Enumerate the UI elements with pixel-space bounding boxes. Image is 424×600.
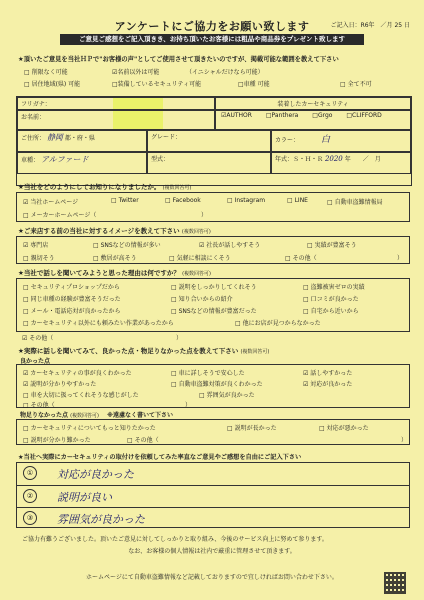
q3-option-president[interactable]: ☑ 社長が話しやすそう [199,242,261,249]
q5-bad-note: (複数回答可) [70,413,100,419]
security-panthera[interactable]: □Panthera [265,112,299,119]
year-value: 2020 [324,155,343,163]
q6-answer-text: 雰囲気が良かった [57,513,145,526]
q5-bad-more-info[interactable]: □ カーセキュリティについてもっと知りたかった [23,425,156,432]
customer-info-table [16,96,412,186]
security-header: 装着したカーセキュリティ [215,97,411,110]
q5-good-theft-measures[interactable]: □ 自動車盗難対策が良くわかった [171,381,263,388]
security-clifford[interactable]: □CLIFFORD [346,112,382,119]
q2-close-paren: ） [201,212,208,219]
q2-option-twitter[interactable]: □ Twitter [111,197,139,204]
q3-close-paren: ） [397,255,404,262]
q3-option-kind[interactable]: □ 親切そう [23,255,55,262]
q5-good-box [16,364,410,408]
q5-good-security[interactable]: ☑ カーセキュリティの事が良くわかった [23,370,132,377]
q5-note: (複数回答可) [240,349,270,355]
q6-answer-text: 対応が良かった [57,468,134,481]
q1-option-security[interactable]: □装備しているセキュリティ可能 [112,81,202,88]
q4-option-pro-shop[interactable]: □ セキュリティプロショップだから [23,284,120,291]
q5-bad-long-explain[interactable]: □ 説明が長かった [227,425,277,432]
present-banner: ご意見ご感想をご記入頂きき、お持ち頂いたお客様には粗品や商品券をプレゼント致します [60,34,364,45]
q5-question [18,346,269,355]
q5-good-careful[interactable]: □ 車を大切に扱ってくれそうな感じがした [23,392,139,399]
furigana-label: フリガナ： [21,101,51,108]
q2-option-maker[interactable]: □ メーカーホームページ（ [23,212,97,219]
q2-question [18,182,192,191]
grade-cell[interactable] [147,130,271,152]
name-label: お名前： [21,114,46,121]
q1-option-none[interactable]: □ 全て不可 [340,81,372,88]
q5-good-car-detail[interactable]: □ 車に詳しそうで安心した [171,370,245,377]
address-label: ご住所： [21,135,46,142]
q4-option-no-other-shop[interactable]: □ 他にお店が見つからなかった [235,320,321,327]
q3-box [16,236,410,264]
name-highlight [113,111,163,129]
year-label: 年式：Ｓ・Ｈ・Ｒ [275,156,324,163]
color-value: 白 [320,135,330,145]
q3-option-specialty[interactable]: ☑ 専門店 [23,242,49,249]
q3-option-other[interactable]: □ その他（ [285,255,317,262]
address-suffix: 都・府・県 [64,135,95,142]
q5-bad-unclear[interactable]: □ 説明が分かり難かった [23,437,91,444]
q2-box [16,192,410,222]
q1-option-unlimited[interactable]: □ 削限なく可能 [24,69,68,76]
color-cell[interactable] [271,130,411,152]
model-label: 型式： [151,156,170,163]
q5-good-easy-talk[interactable]: ☑ 話しやすかった [303,370,353,377]
q3-option-record[interactable]: □ 実績が豊富そう [307,242,357,249]
q4-option-explain[interactable]: □ 説明をしっかりしてくれそう [171,284,257,291]
q5-bad-close-paren: ） [401,437,408,444]
footer-privacy: なお、お客様の個人情報は社内で厳重に管理させて頂きます。 [128,548,296,555]
page-title: アンケートにご協力をお願い致します [114,20,310,33]
q1-option-except-name[interactable]: ☑名前以外は可能 [112,69,160,76]
q5-bad-hint: ※遠慮なく書いて下さい [107,412,173,419]
q1-option-car[interactable]: □車種 可能 [238,81,270,88]
q5-bad-poor-response[interactable]: □ 対応が悪かった [319,425,369,432]
q5-question-text: ★実際に話しを聞いてみて、良かった点・物足りなかった点を教えて下さい [18,347,239,355]
q5-good-close-paren: ） [185,402,192,409]
q4-box [16,278,410,332]
q4-option-sns[interactable]: □ SNSなどの情報が豊富だった [171,308,257,315]
q6-number: ③ [23,511,37,525]
year-cell[interactable] [271,152,411,174]
q6-answer-row[interactable] [17,463,409,485]
qr-code[interactable] [384,572,406,594]
q6-number: ② [23,489,37,503]
year-suffix: 年 ／ 月 [344,156,381,163]
q5-good-label: 良かった点 [20,358,51,365]
q4-question [18,268,211,277]
security-author[interactable]: ☑AUTHOR [221,112,252,119]
q1-question: ★頂いたご意見を当社ＨＰで"お客様の声"としてご使用させて頂きたいのですが、掲載可能な範囲を教えて下さい [18,56,339,63]
q2-option-homepage[interactable]: ☑ 当社ホームページ [23,199,79,206]
footer-homepage: ホームページにて自動車盗難情報など記載しておりますので宜しければお問い合わせ下さい。 [86,574,338,581]
q4-option-referral[interactable]: □ 知り合いからの紹介 [171,296,233,303]
q5-good-other[interactable]: □ その他（ [23,402,55,409]
address-cell[interactable] [17,130,147,152]
q4-option-contact[interactable]: □ メール・電話応対が良かったから [23,308,121,315]
car-label: 車種： [21,157,40,164]
q3-question-text: ★ご来店する前の当社に対するイメージを教えて下さい [18,227,180,235]
security-options-cell [215,110,411,130]
q5-good-response[interactable]: ☑ 対応が良かった [303,381,353,388]
q6-answer-row[interactable] [17,507,409,529]
car-cell[interactable] [17,152,147,174]
q6-question: ★当社へ実際にカーセキュリティの取付けを依頼してみた率直なご意見やご感想を自由にご記入下さい [18,454,302,461]
q4-close-paren: ） [176,335,183,342]
q2-option-theft-info[interactable]: □ 自動車盗難情報局 [327,199,383,206]
q6-number: ① [23,466,37,480]
q2-option-line[interactable]: □ LINE [287,197,308,204]
q1-option-initial: （イニシャルだけなら可能） [186,69,264,76]
q3-question [18,226,211,235]
security-grgo[interactable]: □Grgo [312,112,333,119]
q1-option-region[interactable]: □ 居住地域(県) 可能 [24,81,81,88]
q3-note: (複数回答可) [181,229,211,235]
model-cell[interactable] [147,152,271,174]
q4-option-reviews[interactable]: □ 口コミが良かった [303,296,359,303]
q4-option-other-work[interactable]: □ カーセキュリティ以外にも頼みたい作業があったから [23,320,174,327]
q6-answer-row[interactable] [17,485,409,507]
q4-question-text: ★当社で話しを聞いてみようと思った理由は何ですか？ [18,269,180,277]
q5-bad-label: 物足りなかった点 [20,412,69,419]
q4-option-zero-theft[interactable]: □ 盗難被害ゼロの実績 [303,284,365,291]
q2-option-instagram[interactable]: □ Instagram [227,197,266,204]
fill-date: ご記入日：R6年 ／月 25 日 [330,22,410,29]
q5-good-clear-explain[interactable]: ☑ 説明が分かりやすかった [23,381,97,388]
q4-option-near-home[interactable]: □ 自宅から近いから [303,308,359,315]
q2-question-text: ★当社をどのようにしてお知りになりましたか。 [18,183,161,191]
q4-note: (複数回答可) [182,271,211,277]
q3-option-sns[interactable]: □ SNSなどの情報が多い [93,242,161,249]
address-value: 静岡 [46,133,63,142]
color-label: カラー： [275,137,300,144]
q5-bad-other[interactable]: □ その他（ [127,437,159,444]
footer-thanks: ご協力有難うございました。頂いたご意見に対してしっかりと取り組み、今後のサービス向上に努めて参ります。 [22,536,328,543]
q2-note: (複数回答可) [162,185,192,191]
grade-label: グレード： [151,134,182,141]
furigana-highlight [113,98,163,109]
q3-option-high-threshold[interactable]: □ 敷居が高そう [93,255,137,262]
q6-answer-text: 説明が良い [57,491,112,504]
q5-good-atmosphere[interactable]: □ 雰囲気が良かった [199,392,255,399]
q4-option-same-car[interactable]: □ 同じ車種の経験が豊富そうだった [23,296,121,303]
q2-option-facebook[interactable]: □ Facebook [165,197,201,204]
q5-bad-box [16,419,410,445]
q4-option-other[interactable]: ☑ その他（ [22,335,54,342]
car-value: アルファード [40,155,89,164]
q6-answer-box [16,462,410,528]
q5-bad-header [20,410,173,419]
q3-option-hard-to-consult[interactable]: □ 気軽に相談にくそう [169,255,231,262]
